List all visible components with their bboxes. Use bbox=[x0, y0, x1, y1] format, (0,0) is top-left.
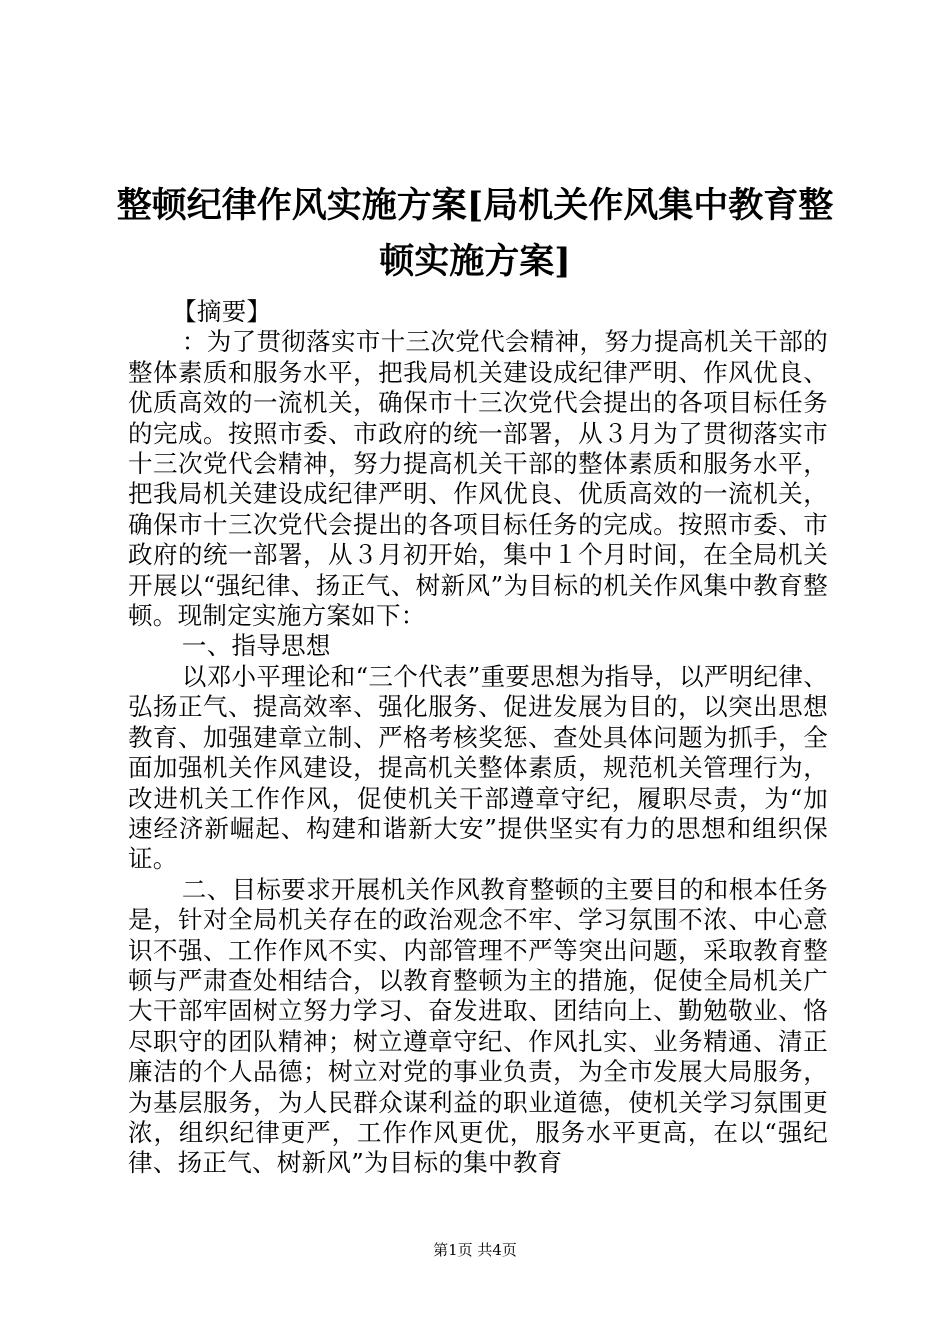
document-title: 整顿纪律作风实施方案[局机关作风集中教育整顿实施方案] bbox=[116, 185, 834, 282]
guiding-thought-paragraph: 以邓小平理论和“三个代表”重要思想为指导，以严明纪律、弘扬正气、提高效率、强化服务、促进发展为目的，以突出思想教育、加强建章立制、严格考核奖惩、查处具体问题为抓手，全面加强机关作风建设，提高机关整体素质，规范机关管理行为，改进机关工作作风，促使机关干部遵章守纪，履职尽责，为“加速经济新崛起、构建和谐新大安”提供坚实有力的思想和组织保证。 bbox=[128, 661, 829, 874]
page-footer: 第1页 共4页 bbox=[433, 1241, 517, 1259]
section-heading-guiding-thought: 一、指导思想 bbox=[181, 631, 331, 661]
abstract-paragraph: ：为了贯彻落实市十三次党代会精神，努力提高机关干部的整体素质和服务水平，把我局机关建设成纪律严明、作风优良、优质高效的一流机关，确保市十三次党代会提出的各项目标任务的完成。按照市委、市政府的统一部署，从３月为了贯彻落实市十三次党代会精神，努力提高机关干部的整体素质和服务水平，把我局机关建设成纪律严明、作风优良、优质高效的一流机关，确保市十三次党代会提出的各项目标任务的完成。按照市委、市政府的统一部署，从３月初开始，集中１个月时间，在全局机关开展以“强纪律、扬正气、树新风”为目标的机关作风集中教育整顿。现制定实施方案如下： bbox=[128, 327, 828, 631]
goals-paragraph: 二、目标要求开展机关作风教育整顿的主要目的和根本任务是，针对全局机关存在的政治观念不牢、学习氛围不浓、中心意识不强、工作作风不实、内部管理不严等突出问题，采取教育整顿与严肃查处相结合，以教育整顿为主的措施，促使全局机关广大干部牢固树立努力学习、奋发进取、团结向上、勤勉敬业、恪尽职守的团队精神；树立遵章守纪、作风扎实、业务精通、清正廉洁的个人品德；树立对党的事业负责，为全市发展大局服务，为基层服务，为人民群众谋利益的职业道德，使机关学习氛围更浓，组织纪律更严，工作作风更优，服务水平更高，在以“强纪律、扬正气、树新风”为目标的集中教育 bbox=[128, 874, 829, 1178]
document-body bbox=[128, 297, 828, 1179]
abstract-label: 【摘要】 bbox=[172, 297, 272, 326]
